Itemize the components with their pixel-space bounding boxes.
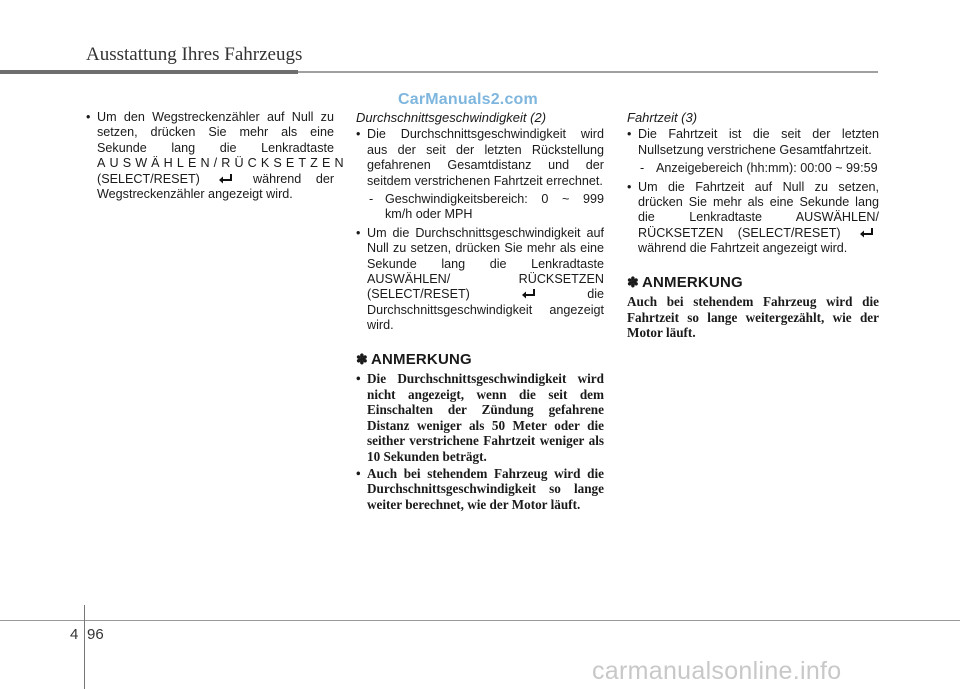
enter-return-icon [218, 173, 234, 185]
trip-reset-button-name: AUSWÄHLEN/RÜCKSETZEN [97, 156, 348, 171]
note-item: • Auch bei stehendem Fahrzeug wird die Durchschnittsgeschwindigkeit so lange weiter berechnet, wie der Motor läuft. [356, 466, 604, 513]
footer-rule-horizontal [0, 620, 960, 621]
enter-return-icon [521, 288, 537, 300]
watermark-bottom: carmanualsonline.info [592, 657, 842, 685]
trip-reset-text-d: während der Wegstreckenzähler angezeigt wird. [97, 171, 335, 202]
page-header-title: Ausstattung Ihres Fahrzeugs [86, 44, 303, 65]
note-text: Auch bei stehendem Fahrzeug wird die Fahrtzeit so lange weitergezählt, wie der Motor läuft. [627, 294, 879, 341]
footer-rule-vertical [84, 605, 85, 689]
trip-reset-select-reset: (SELECT/RESET) [97, 171, 200, 186]
note-heading [627, 275, 879, 290]
column-2 [356, 110, 604, 513]
avg-speed-range: - Geschwindigkeitsbereich: 0 ~ 999 km/h oder MPH [369, 192, 604, 223]
drive-time-bullet-2 [627, 180, 879, 257]
avg-speed-bullet-2 [356, 226, 604, 334]
trip-reset-bullet [86, 110, 348, 202]
watermark-top: CarManuals2.com [398, 91, 538, 108]
drive-time-reset-text-b: während die Fahrtzeit angezeigt wird. [638, 241, 848, 256]
page-number: 96 [87, 626, 104, 643]
header-rule-light [298, 71, 878, 73]
avg-speed-bullet-1: • Die Durchschnittsgeschwindigkeit wird aus der seit der letzten Rückstellung gefahrenen Gesamtdistanz und der seitdem verstrichenen Fahrtzeit errechnet. [356, 127, 604, 189]
avg-speed-reset-text-b: die Durchschnittsgeschwindigkeit angezeigt wird. [367, 287, 604, 333]
note-title: ANMERKUNG [641, 273, 743, 291]
trip-reset-text-a: Um den Wegstreckenzähler auf Null zu setzen, drücken Sie mehr als eine Sekunde lang die Lenkradtaste [97, 110, 334, 155]
drive-time-range: - Anzeigebereich (hh:mm): 00:00 ~ 99:59 [640, 161, 879, 176]
drive-time-bullet-1: • Die Fahrtzeit ist die seit der letzten Nullsetzung verstrichene Gesamtfahrtzeit. [627, 127, 879, 158]
note-asterisk-icon: ✽ [356, 350, 368, 367]
note-asterisk-icon: ✽ [627, 273, 639, 290]
note-heading [356, 352, 604, 367]
column-3 [627, 110, 879, 341]
drive-time-reset-text-a: Um die Fahrtzeit auf Null zu setzen, drücken Sie mehr als eine Sekunde lang die Lenkradtaste AUSWÄHLEN/ RÜCKSETZEN (SELECT/RESET) [638, 179, 879, 240]
avg-speed-heading: Durchschnittsgeschwindigkeit (2) [356, 110, 547, 125]
note-item: • Die Durchschnittsgeschwindigkeit wird nicht angezeigt, wenn die seit dem Einschalten der Zündung gefahrene Distanz weniger als 50 Meter oder die seither verstrichene Fahrtzeit weniger als 10 Sekunden beträgt. [356, 371, 604, 465]
enter-return-icon [859, 227, 875, 239]
header-rule-dark [0, 70, 298, 74]
avg-speed-reset-text-a: Um die Durchschnittsgeschwindigkeit auf Null zu setzen, drücken Sie mehr als eine Sekunde lang die Lenkradtaste AUSWÄHLEN/ RÜCKSETZEN (SELECT/RESET) [367, 225, 604, 302]
note-list [356, 371, 604, 512]
page-section-number: 4 [70, 626, 79, 643]
drive-time-heading: Fahrtzeit (3) [627, 110, 698, 125]
column-1 [86, 110, 348, 205]
note-title: ANMERKUNG [370, 350, 472, 368]
